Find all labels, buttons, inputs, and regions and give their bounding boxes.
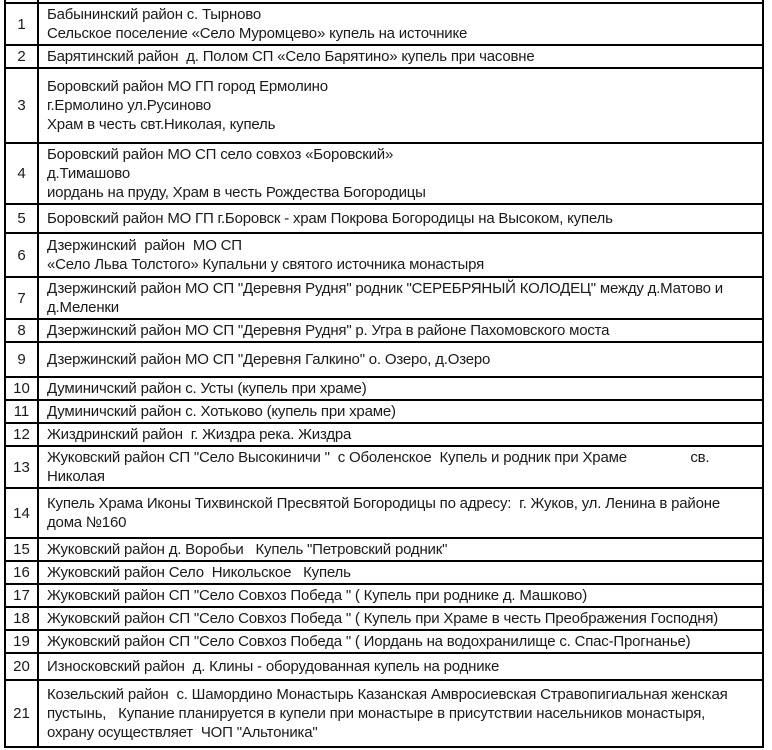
text-line: Боровский район МО ГП г.Боровск - храм Покрова Богородицы на Высоком, купель xyxy=(47,210,613,227)
table-row xyxy=(6,278,762,320)
row-content-cell xyxy=(39,4,762,44)
row-number: 11 xyxy=(6,401,39,422)
text-line: Жуковский район СП "Село Совхоз Победа " ( Купель при роднике д. Машково) xyxy=(47,587,587,604)
row-number: 20 xyxy=(6,654,39,679)
table-row xyxy=(6,4,762,46)
text-line: д.Тимашово xyxy=(47,165,130,182)
row-number: 9 xyxy=(6,343,39,376)
table-row xyxy=(6,46,762,69)
row-content-cell xyxy=(39,69,762,142)
row-content-cell xyxy=(39,343,762,376)
text-line: Жуковский район СП "Село Совхоз Победа " ( Иордань на водохранилище с. Спас-Прогнанье) xyxy=(47,633,691,650)
table-row xyxy=(6,562,762,585)
text-line: охрану осуществляет ЧОП "Альтоника" xyxy=(47,724,318,741)
row-content-cell xyxy=(39,144,762,203)
row-number: 15 xyxy=(6,539,39,560)
row-content-cell xyxy=(39,539,762,560)
text-line: Сельское поселение «Село Муромцево» купель на источнике xyxy=(47,25,468,42)
row-number: 14 xyxy=(6,489,39,537)
row-number: 13 xyxy=(6,447,39,487)
text-line: Жуковский район д. Воробьи Купель "Петровский родник" xyxy=(47,541,448,558)
row-number: 5 xyxy=(6,205,39,232)
row-number: 8 xyxy=(6,320,39,341)
table-row xyxy=(6,144,762,205)
table-row xyxy=(6,424,762,447)
row-content-cell xyxy=(39,681,762,746)
text-line: Дзержинский район МО СП "Деревня Галкино" о. Озеро, д.Озеро xyxy=(47,351,491,368)
row-content-cell xyxy=(39,608,762,629)
table-row xyxy=(6,401,762,424)
row-content-cell xyxy=(39,46,762,67)
text-line: Думиничский район с. Усты (купель при храме) xyxy=(47,380,367,397)
bathing-sites-table xyxy=(4,0,764,748)
row-number-cell xyxy=(6,0,39,2)
table-row xyxy=(6,608,762,631)
text-line: д.Меленки xyxy=(47,299,119,316)
text-line: Боровский район МО СП село совхоз «Боровский» xyxy=(47,146,394,163)
text-line: Жиздринский район г. Жиздра река. Жиздра xyxy=(47,426,352,443)
table-row xyxy=(6,69,762,144)
text-line: Николая xyxy=(47,468,105,485)
text-line: «Село Льва Толстого» Купальни у святого источника монастыря xyxy=(47,256,484,273)
text-line: Козельский район с. Шамордино Монастырь Казанская Амвросиевская Стравопигиальная женская xyxy=(47,686,728,703)
text-line: Жуковский район Село Никольское Купель xyxy=(47,564,351,581)
row-content-cell xyxy=(39,424,762,445)
row-content-cell xyxy=(39,401,762,422)
row-content-cell xyxy=(39,631,762,652)
row-content-cell xyxy=(39,489,762,537)
row-number: 7 xyxy=(6,278,39,318)
row-content-cell xyxy=(39,562,762,583)
row-number: 10 xyxy=(6,378,39,399)
text-line: пустынь, Купание планируется в купели при монастыре в присутствии насельников монастыря, xyxy=(47,705,706,722)
table-row xyxy=(6,343,762,378)
row-number: 6 xyxy=(6,234,39,276)
row-content-cell xyxy=(39,278,762,318)
table-row xyxy=(6,654,762,681)
row-number: 1 xyxy=(6,4,39,44)
row-content-cell xyxy=(39,654,762,679)
table-row xyxy=(6,585,762,608)
row-number: 16 xyxy=(6,562,39,583)
text-line: Бабынинский район с. Тырново xyxy=(47,6,261,23)
row-number: 17 xyxy=(6,585,39,606)
text-line: Дзержинский район МО СП "Деревня Рудня" р. Угра в районе Пахомовского моста xyxy=(47,322,610,339)
table-row xyxy=(6,447,762,489)
table-row xyxy=(6,681,762,748)
table-row xyxy=(6,234,762,278)
text-line: Износковский район д. Клины - оборудованная купель на роднике xyxy=(47,658,500,675)
text-line: Купель Храма Иконы Тихвинской Пресвятой Богородицы по адресу: г. Жуков, ул. Ленина в районе xyxy=(47,495,720,512)
text-line: Боровский район МО ГП город Ермолино xyxy=(47,78,328,95)
table-row xyxy=(6,205,762,234)
text-line: Думиничский район с. Хотьково (купель при храме) xyxy=(47,403,396,420)
text-line: дома №160 xyxy=(47,514,127,531)
row-number: 4 xyxy=(6,144,39,203)
table-row xyxy=(6,489,762,539)
row-content-cell xyxy=(39,447,762,487)
row-content-cell xyxy=(39,585,762,606)
row-content-cell xyxy=(39,205,762,232)
text-line: Жуковский район СП "Село Совхоз Победа " ( Купель при Храме в честь Преображения Господня) xyxy=(47,610,719,627)
text-line: Жуковский район СП "Село Высокиничи " с Оболенское Купель и родник при Храме св. xyxy=(47,449,710,466)
row-content-cell xyxy=(39,0,762,2)
table-row xyxy=(6,320,762,343)
row-number: 21 xyxy=(6,681,39,746)
text-line: Дзержинский район МО СП xyxy=(47,237,242,254)
row-number: 12 xyxy=(6,424,39,445)
row-content-cell xyxy=(39,378,762,399)
table-row xyxy=(6,539,762,562)
row-content-cell xyxy=(39,320,762,341)
text-line: г.Ермолино ул.Русиново xyxy=(47,97,212,114)
row-number: 19 xyxy=(6,631,39,652)
row-number: 3 xyxy=(6,69,39,142)
row-number: 18 xyxy=(6,608,39,629)
table-row xyxy=(6,631,762,654)
text-line: иордань на пруду, Храм в честь Рождества Богородицы xyxy=(47,184,426,201)
table-row xyxy=(6,378,762,401)
text-line: Дзержинский район МО СП "Деревня Рудня" родник "СЕРЕБРЯНЫЙ КОЛОДЕЦ" между д.Матово и xyxy=(47,280,723,297)
row-content-cell xyxy=(39,234,762,276)
text-line: Храм в честь свт.Николая, купель xyxy=(47,116,276,133)
row-number: 2 xyxy=(6,46,39,67)
text-line: Барятинский район д. Полом СП «Село Барятино» купель при часовне xyxy=(47,48,535,65)
